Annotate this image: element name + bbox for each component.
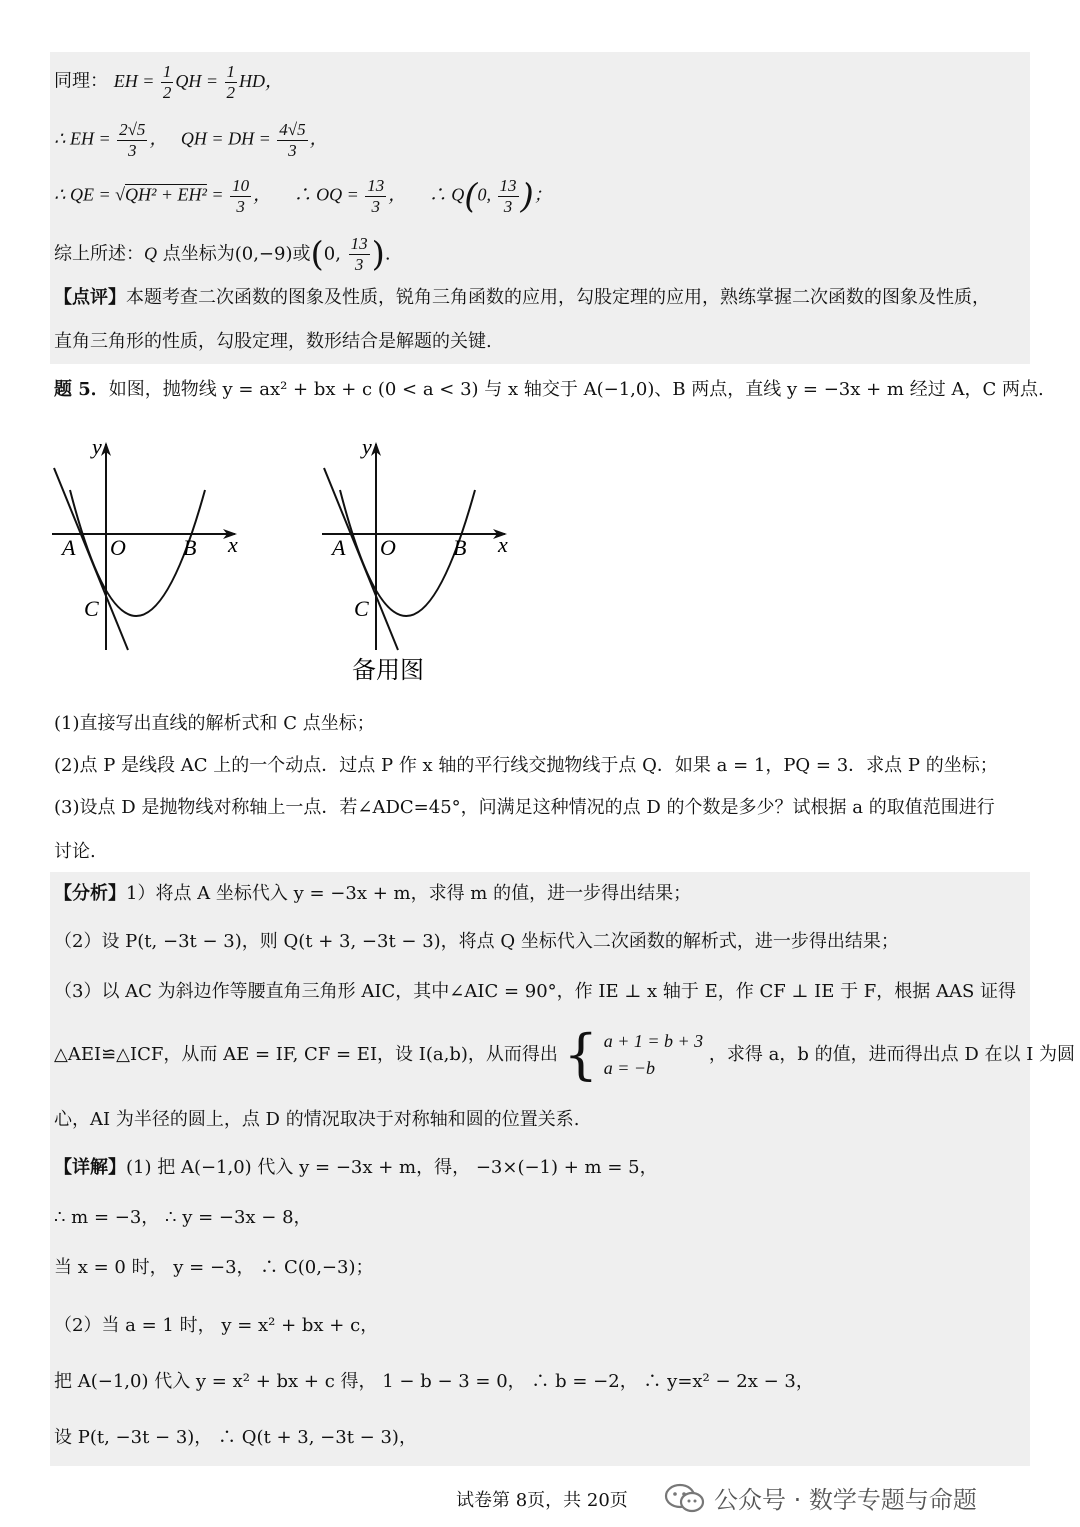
eq-eh: EH = $\frac{1}{2}$ QH = $\frac{1}{2}$ HD，: [113, 62, 284, 102]
problem-stem: [54, 378, 1044, 402]
question-2: (2)点 P 是线段 AC 上的一个动点．过点 P 作 x 轴的平行线交抛物线于点 Q．如果 a = 1，PQ = 3．求点 P 的坐标；: [54, 755, 998, 776]
figure-spare: [322, 434, 508, 650]
line-review-2: [54, 330, 492, 354]
label-y: y: [92, 434, 102, 459]
solution-3: 当 x = 0 时， y = −3， ∴ C(0,−3)；: [54, 1257, 374, 1278]
line-qe-oq: ∴ QE = √QH² + EH² = $\frac{10}{3}$ ， ∴ OQ = $\frac{13}{3}$ ， ∴ Q(0, $\frac{13}{3}$ )；: [54, 176, 552, 217]
label-c: C: [84, 596, 99, 621]
label-a: A: [332, 535, 346, 560]
watermark: [664, 1480, 977, 1515]
label-b: B: [453, 535, 467, 560]
analysis-text-1: 1）将点 A 坐标代入 y = −3x + m，求得 m 的值，进一步得出结果；: [126, 883, 692, 904]
label-a: A: [62, 535, 76, 560]
solution-1: [54, 1156, 658, 1180]
analysis-4: [54, 1023, 1076, 1086]
label-c: C: [354, 596, 369, 621]
label-b: B: [183, 535, 197, 560]
parabola-figure: [40, 432, 560, 682]
solution-4: （2）当 a = 1 时， y = x² + bx + c，: [54, 1315, 379, 1336]
question-3b: 讨论.: [54, 841, 96, 862]
system-eq-2: a = −b: [603, 1058, 656, 1078]
solution-5: 把 A(−1,0) 代入 y = x² + bx + c 得， 1 − b − 3 = 0， ∴ b = −2， ∴ y=x² − 2x − 3，: [54, 1371, 814, 1392]
review-label: 【点评】: [54, 287, 126, 308]
solution-text-1: (1) 把 A(−1,0) 代入 y = −3x + m，得， −3×(−1) + m = 5，: [126, 1157, 658, 1178]
analysis-label: 【分析】: [54, 883, 126, 904]
line-summary: 综上所述：Q 点坐标为(0,−9)或(0, $\frac{13}{3}$ ).: [54, 234, 391, 275]
label-o: O: [380, 535, 396, 560]
analysis-3: （3）以 AC 为斜边作等腰直角三角形 AIC，其中∠AIC = 90°，作 IE ⊥ x 轴于 E，作 CF ⊥ IE 于 F，根据 AAS 证得: [54, 981, 1017, 1002]
system-eq-1: a + 1 = b + 3: [603, 1031, 704, 1051]
figure-main: [52, 434, 238, 650]
equation-system: [604, 1028, 703, 1082]
solution-6: 设 P(t, −3t − 3)， ∴ Q(t + 3, −3t − 3)，: [54, 1427, 417, 1448]
label-x: x: [228, 532, 238, 557]
line-same-reason: [54, 62, 283, 103]
analysis-1: [54, 882, 691, 906]
label-x: x: [498, 532, 508, 557]
problem-stem-text: 如图，抛物线 y = ax² + bx + c (0 < a < 3) 与 x 轴交于 A(−1,0)、B 两点，直线 y = −3x + m 经过 A，C 两点.: [108, 379, 1044, 400]
analysis-5: 心，AI 为半径的圆上，点 D 的情况取决于对称轴和圆的位置关系.: [54, 1109, 580, 1130]
figure-caption: 备用图: [352, 656, 424, 682]
review-text-2: 直角三角形的性质，勾股定理，数形结合是解题的关键.: [54, 331, 492, 352]
label-y: y: [362, 434, 372, 459]
solution-label: 【详解】: [54, 1157, 126, 1178]
analysis-4-pre: △AEI≌△ICF，从而 AE = IF, CF = EI，设 I(a,b)，从而得出: [54, 1044, 558, 1065]
system-brace: {: [563, 1023, 598, 1086]
analysis-4-post: ，求得 a，b 的值，进而得出点 D 在以 I 为圆: [708, 1044, 1076, 1065]
label-o: O: [110, 535, 126, 560]
watermark-text: 公众号 · 数学专题与命题: [714, 1486, 977, 1514]
question-1: (1)直接写出直线的解析式和 C 点坐标；: [54, 713, 375, 734]
page-footer: 试卷第 8页，共 20页: [456, 1490, 628, 1511]
question-3a: (3)设点 D 是抛物线对称轴上一点．若∠ADC=45°，问满足这种情况的点 D 的个数是多少？试根据 a 的取值范围进行: [54, 797, 995, 818]
same-reason-prefix: 同理：: [54, 70, 108, 92]
line-eh-qh: ∴ EH = $\frac{2√5}{3}$ ， QH = DH = $\frac{4√5}{3}$ ，: [54, 120, 328, 160]
problem-label: 题 5．: [54, 379, 109, 400]
line-review-1: [54, 286, 990, 310]
solution-2: ∴ m = −3， ∴ y = −3x − 8，: [54, 1207, 312, 1228]
wechat-icon: [664, 1483, 706, 1513]
analysis-2: （2）设 P(t, −3t − 3)，则 Q(t + 3, −3t − 3)，将点 Q 坐标代入二次函数的解析式，进一步得出结果；: [54, 931, 899, 952]
review-text-1: 本题考查二次函数的图象及性质，锐角三角函数的应用，勾股定理的应用，熟练掌握二次函数的图象及性质，: [126, 287, 990, 308]
